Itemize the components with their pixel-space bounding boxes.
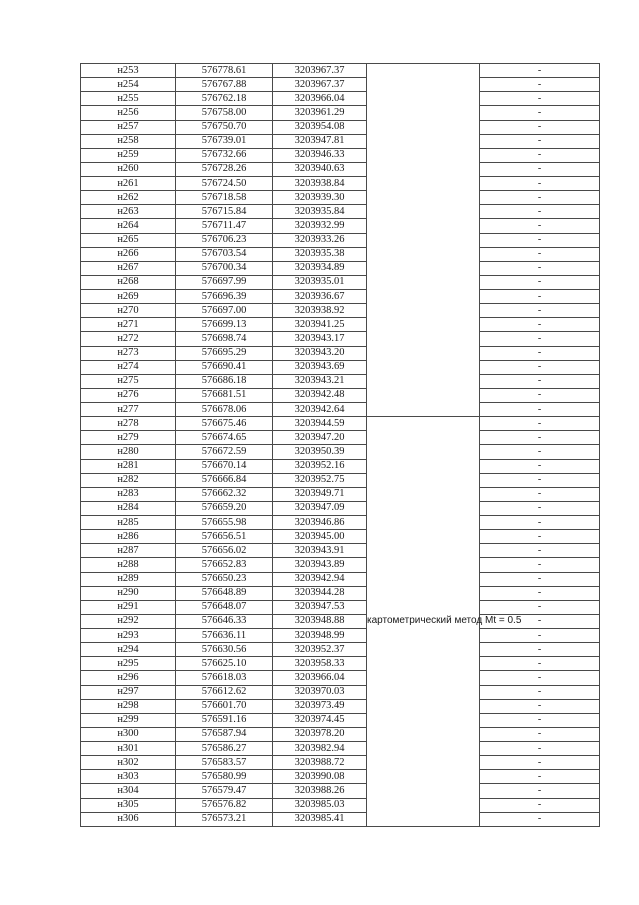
coordinates-table (80, 63, 600, 827)
table-row (81, 177, 600, 191)
y-coordinate-cell: 3203988.26 (273, 784, 367, 798)
point-name-cell: н285 (81, 516, 176, 530)
x-coordinate-cell: 576576.82 (176, 798, 273, 812)
accuracy-dash-cell: - (480, 558, 600, 572)
point-name-cell: н284 (81, 501, 176, 515)
accuracy-dash-cell: - (480, 191, 600, 205)
point-name-cell: н269 (81, 290, 176, 304)
x-coordinate-cell: 576698.74 (176, 332, 273, 346)
accuracy-dash-cell: - (480, 544, 600, 558)
y-coordinate-cell: 3203967.37 (273, 78, 367, 92)
accuracy-dash-cell: - (480, 459, 600, 473)
y-coordinate-cell: 3203985.03 (273, 798, 367, 812)
accuracy-dash-cell: - (480, 713, 600, 727)
accuracy-dash-cell: - (480, 798, 600, 812)
accuracy-dash-cell: - (480, 572, 600, 586)
accuracy-dash-cell: - (480, 586, 600, 600)
x-coordinate-cell: 576618.03 (176, 671, 273, 685)
table-row (81, 247, 600, 261)
y-coordinate-cell: 3203978.20 (273, 727, 367, 741)
point-name-cell: н288 (81, 558, 176, 572)
x-coordinate-cell: 576648.07 (176, 600, 273, 614)
x-coordinate-cell: 576662.32 (176, 487, 273, 501)
y-coordinate-cell: 3203985.41 (273, 812, 367, 826)
point-name-cell: н282 (81, 473, 176, 487)
point-name-cell: н275 (81, 374, 176, 388)
y-coordinate-cell: 3203943.21 (273, 374, 367, 388)
point-name-cell: н264 (81, 219, 176, 233)
point-name-cell: н294 (81, 643, 176, 657)
method-cell-empty (367, 64, 480, 417)
y-coordinate-cell: 3203973.49 (273, 699, 367, 713)
table-row (81, 600, 600, 614)
accuracy-dash-cell: - (480, 261, 600, 275)
accuracy-dash-cell: - (480, 614, 600, 628)
y-coordinate-cell: 3203948.99 (273, 629, 367, 643)
table-row (81, 685, 600, 699)
accuracy-dash-cell: - (480, 346, 600, 360)
accuracy-dash-cell: - (480, 671, 600, 685)
point-name-cell: н260 (81, 162, 176, 176)
y-coordinate-cell: 3203941.25 (273, 318, 367, 332)
y-coordinate-cell: 3203945.00 (273, 530, 367, 544)
accuracy-dash-cell: - (480, 756, 600, 770)
point-name-cell: н303 (81, 770, 176, 784)
accuracy-dash-cell: - (480, 629, 600, 643)
table-row (81, 784, 600, 798)
x-coordinate-cell: 576579.47 (176, 784, 273, 798)
point-name-cell: н295 (81, 657, 176, 671)
table-row (81, 403, 600, 417)
x-coordinate-cell: 576636.11 (176, 629, 273, 643)
y-coordinate-cell: 3203935.01 (273, 275, 367, 289)
x-coordinate-cell: 576573.21 (176, 812, 273, 826)
point-name-cell: н300 (81, 727, 176, 741)
point-name-cell: н281 (81, 459, 176, 473)
y-coordinate-cell: 3203946.86 (273, 516, 367, 530)
accuracy-dash-cell: - (480, 177, 600, 191)
y-coordinate-cell: 3203988.72 (273, 756, 367, 770)
accuracy-dash-cell: - (480, 332, 600, 346)
table-row (81, 205, 600, 219)
table-row (81, 770, 600, 784)
accuracy-dash-cell: - (480, 360, 600, 374)
y-coordinate-cell: 3203946.33 (273, 148, 367, 162)
x-coordinate-cell: 576648.89 (176, 586, 273, 600)
x-coordinate-cell: 576675.46 (176, 417, 273, 431)
table-row (81, 120, 600, 134)
x-coordinate-cell: 576767.88 (176, 78, 273, 92)
point-name-cell: н271 (81, 318, 176, 332)
accuracy-dash-cell: - (480, 134, 600, 148)
point-name-cell: н298 (81, 699, 176, 713)
accuracy-dash-cell: - (480, 417, 600, 431)
x-coordinate-cell: 576601.70 (176, 699, 273, 713)
accuracy-dash-cell: - (480, 727, 600, 741)
accuracy-dash-cell: - (480, 742, 600, 756)
table-row (81, 572, 600, 586)
accuracy-dash-cell: - (480, 148, 600, 162)
y-coordinate-cell: 3203935.84 (273, 205, 367, 219)
point-name-cell: н296 (81, 671, 176, 685)
point-name-cell: н256 (81, 106, 176, 120)
x-coordinate-cell: 576656.51 (176, 530, 273, 544)
table-row (81, 388, 600, 402)
x-coordinate-cell: 576739.01 (176, 134, 273, 148)
table-row (81, 643, 600, 657)
accuracy-dash-cell: - (480, 92, 600, 106)
y-coordinate-cell: 3203936.67 (273, 290, 367, 304)
table-row (81, 374, 600, 388)
table-row (81, 586, 600, 600)
x-coordinate-cell: 576728.26 (176, 162, 273, 176)
x-coordinate-cell: 576686.18 (176, 374, 273, 388)
accuracy-dash-cell: - (480, 657, 600, 671)
point-name-cell: н305 (81, 798, 176, 812)
y-coordinate-cell: 3203943.91 (273, 544, 367, 558)
x-coordinate-cell: 576715.84 (176, 205, 273, 219)
y-coordinate-cell: 3203947.20 (273, 431, 367, 445)
accuracy-dash-cell: - (480, 275, 600, 289)
table-row (81, 459, 600, 473)
table-row (81, 261, 600, 275)
accuracy-dash-cell: - (480, 318, 600, 332)
point-name-cell: н277 (81, 403, 176, 417)
x-coordinate-cell: 576699.13 (176, 318, 273, 332)
point-name-cell: н261 (81, 177, 176, 191)
table-row (81, 798, 600, 812)
point-name-cell: н297 (81, 685, 176, 699)
point-name-cell: н291 (81, 600, 176, 614)
point-name-cell: н306 (81, 812, 176, 826)
accuracy-dash-cell: - (480, 219, 600, 233)
y-coordinate-cell: 3203934.89 (273, 261, 367, 275)
table-row (81, 445, 600, 459)
table-row (81, 162, 600, 176)
point-name-cell: н302 (81, 756, 176, 770)
table-row (81, 360, 600, 374)
table-row (81, 742, 600, 756)
y-coordinate-cell: 3203952.37 (273, 643, 367, 657)
table-row (81, 417, 600, 431)
point-name-cell: н262 (81, 191, 176, 205)
point-name-cell: н258 (81, 134, 176, 148)
x-coordinate-cell: 576695.29 (176, 346, 273, 360)
table-row (81, 134, 600, 148)
coordinates-table-body (81, 64, 600, 827)
y-coordinate-cell: 3203954.08 (273, 120, 367, 134)
table-row (81, 233, 600, 247)
point-name-cell: н279 (81, 431, 176, 445)
accuracy-dash-cell: - (480, 784, 600, 798)
table-row (81, 713, 600, 727)
table-row (81, 64, 600, 78)
x-coordinate-cell: 576697.99 (176, 275, 273, 289)
point-name-cell: н267 (81, 261, 176, 275)
y-coordinate-cell: 3203938.92 (273, 304, 367, 318)
y-coordinate-cell: 3203942.64 (273, 403, 367, 417)
y-coordinate-cell: 3203949.71 (273, 487, 367, 501)
y-coordinate-cell: 3203948.88 (273, 614, 367, 628)
x-coordinate-cell: 576580.99 (176, 770, 273, 784)
y-coordinate-cell: 3203947.53 (273, 600, 367, 614)
y-coordinate-cell: 3203947.81 (273, 134, 367, 148)
y-coordinate-cell: 3203942.94 (273, 572, 367, 586)
accuracy-dash-cell: - (480, 530, 600, 544)
table-row (81, 106, 600, 120)
accuracy-dash-cell: - (480, 120, 600, 134)
x-coordinate-cell: 576587.94 (176, 727, 273, 741)
y-coordinate-cell: 3203966.04 (273, 671, 367, 685)
point-name-cell: н286 (81, 530, 176, 544)
accuracy-dash-cell: - (480, 473, 600, 487)
table-row (81, 191, 600, 205)
point-name-cell: н283 (81, 487, 176, 501)
y-coordinate-cell: 3203952.75 (273, 473, 367, 487)
y-coordinate-cell: 3203933.26 (273, 233, 367, 247)
y-coordinate-cell: 3203944.28 (273, 586, 367, 600)
y-coordinate-cell: 3203938.84 (273, 177, 367, 191)
y-coordinate-cell: 3203958.33 (273, 657, 367, 671)
y-coordinate-cell: 3203974.45 (273, 713, 367, 727)
table-row (81, 530, 600, 544)
y-coordinate-cell: 3203935.38 (273, 247, 367, 261)
x-coordinate-cell: 576672.59 (176, 445, 273, 459)
table-row (81, 501, 600, 515)
x-coordinate-cell: 576696.39 (176, 290, 273, 304)
accuracy-dash-cell: - (480, 290, 600, 304)
y-coordinate-cell: 3203950.39 (273, 445, 367, 459)
method-cell (367, 417, 522, 827)
accuracy-dash-cell: - (480, 770, 600, 784)
x-coordinate-cell: 576586.27 (176, 742, 273, 756)
x-coordinate-cell: 576625.10 (176, 657, 273, 671)
x-coordinate-cell: 576612.62 (176, 685, 273, 699)
table-row (81, 671, 600, 685)
table-row (81, 727, 600, 741)
x-coordinate-cell: 576718.58 (176, 191, 273, 205)
table-row (81, 699, 600, 713)
accuracy-dash-cell: - (480, 78, 600, 92)
accuracy-dash-cell: - (480, 403, 600, 417)
y-coordinate-cell: 3203943.17 (273, 332, 367, 346)
y-coordinate-cell: 3203940.63 (273, 162, 367, 176)
table-row (81, 219, 600, 233)
point-name-cell: н263 (81, 205, 176, 219)
point-name-cell: н289 (81, 572, 176, 586)
accuracy-dash-cell: - (480, 304, 600, 318)
point-name-cell: н290 (81, 586, 176, 600)
x-coordinate-cell: 576646.33 (176, 614, 273, 628)
table-row (81, 812, 600, 826)
y-coordinate-cell: 3203961.29 (273, 106, 367, 120)
y-coordinate-cell: 3203942.48 (273, 388, 367, 402)
accuracy-dash-cell: - (480, 501, 600, 515)
y-coordinate-cell: 3203970.03 (273, 685, 367, 699)
y-coordinate-cell: 3203943.69 (273, 360, 367, 374)
point-name-cell: н253 (81, 64, 176, 78)
y-coordinate-cell: 3203967.37 (273, 64, 367, 78)
y-coordinate-cell: 3203943.20 (273, 346, 367, 360)
y-coordinate-cell: 3203932.99 (273, 219, 367, 233)
accuracy-dash-cell: - (480, 205, 600, 219)
x-coordinate-cell: 576666.84 (176, 473, 273, 487)
accuracy-dash-cell: - (480, 162, 600, 176)
point-name-cell: н304 (81, 784, 176, 798)
point-name-cell: н273 (81, 346, 176, 360)
table-row (81, 332, 600, 346)
x-coordinate-cell: 576655.98 (176, 516, 273, 530)
table-row (81, 318, 600, 332)
point-name-cell: н272 (81, 332, 176, 346)
point-name-cell: н270 (81, 304, 176, 318)
accuracy-dash-cell: - (480, 685, 600, 699)
y-coordinate-cell: 3203952.16 (273, 459, 367, 473)
y-coordinate-cell: 3203944.59 (273, 417, 367, 431)
x-coordinate-cell: 576778.61 (176, 64, 273, 78)
point-name-cell: н274 (81, 360, 176, 374)
x-coordinate-cell: 576656.02 (176, 544, 273, 558)
x-coordinate-cell: 576583.57 (176, 756, 273, 770)
accuracy-dash-cell: - (480, 516, 600, 530)
y-coordinate-cell: 3203982.94 (273, 742, 367, 756)
x-coordinate-cell: 576762.18 (176, 92, 273, 106)
accuracy-dash-cell: - (480, 445, 600, 459)
table-row (81, 290, 600, 304)
point-name-cell: н255 (81, 92, 176, 106)
x-coordinate-cell: 576711.47 (176, 219, 273, 233)
table-row (81, 558, 600, 572)
x-coordinate-cell: 576630.56 (176, 643, 273, 657)
table-row (81, 346, 600, 360)
table-row (81, 473, 600, 487)
x-coordinate-cell: 576681.51 (176, 388, 273, 402)
y-coordinate-cell: 3203943.89 (273, 558, 367, 572)
x-coordinate-cell: 576652.83 (176, 558, 273, 572)
x-coordinate-cell: 576591.16 (176, 713, 273, 727)
accuracy-dash-cell: - (480, 487, 600, 501)
accuracy-dash-cell: - (480, 643, 600, 657)
table-row (81, 614, 600, 628)
accuracy-dash-cell: - (480, 233, 600, 247)
y-coordinate-cell: 3203966.04 (273, 92, 367, 106)
accuracy-dash-cell: - (480, 64, 600, 78)
x-coordinate-cell: 576659.20 (176, 501, 273, 515)
table-row (81, 275, 600, 289)
table-row (81, 756, 600, 770)
x-coordinate-cell: 576650.23 (176, 572, 273, 586)
point-name-cell: н299 (81, 713, 176, 727)
table-row (81, 92, 600, 106)
table-row (81, 657, 600, 671)
y-coordinate-cell: 3203947.09 (273, 501, 367, 515)
x-coordinate-cell: 576670.14 (176, 459, 273, 473)
accuracy-dash-cell: - (480, 699, 600, 713)
table-row (81, 78, 600, 92)
point-name-cell: н268 (81, 275, 176, 289)
accuracy-dash-cell: - (480, 374, 600, 388)
table-row (81, 148, 600, 162)
accuracy-dash-cell: - (480, 431, 600, 445)
y-coordinate-cell: 3203939.30 (273, 191, 367, 205)
point-name-cell: н257 (81, 120, 176, 134)
y-coordinate-cell: 3203990.08 (273, 770, 367, 784)
point-name-cell: н259 (81, 148, 176, 162)
x-coordinate-cell: 576690.41 (176, 360, 273, 374)
x-coordinate-cell: 576732.66 (176, 148, 273, 162)
table-row (81, 629, 600, 643)
x-coordinate-cell: 576678.06 (176, 403, 273, 417)
accuracy-dash-cell: - (480, 812, 600, 826)
point-name-cell: н265 (81, 233, 176, 247)
point-name-cell: н293 (81, 629, 176, 643)
point-name-cell: н276 (81, 388, 176, 402)
x-coordinate-cell: 576697.00 (176, 304, 273, 318)
x-coordinate-cell: 576750.70 (176, 120, 273, 134)
x-coordinate-cell: 576674.65 (176, 431, 273, 445)
x-coordinate-cell: 576700.34 (176, 261, 273, 275)
point-name-cell: н266 (81, 247, 176, 261)
x-coordinate-cell: 576724.50 (176, 177, 273, 191)
point-name-cell: н278 (81, 417, 176, 431)
x-coordinate-cell: 576706.23 (176, 233, 273, 247)
table-row (81, 431, 600, 445)
accuracy-dash-cell: - (480, 106, 600, 120)
x-coordinate-cell: 576758.00 (176, 106, 273, 120)
method-text: картометрический метод Mt = 0.5 (367, 615, 522, 627)
accuracy-dash-cell: - (480, 247, 600, 261)
point-name-cell: н301 (81, 742, 176, 756)
point-name-cell: н280 (81, 445, 176, 459)
table-row (81, 516, 600, 530)
accuracy-dash-cell: - (480, 600, 600, 614)
point-name-cell: н254 (81, 78, 176, 92)
point-name-cell: н292 (81, 614, 176, 628)
table-row (81, 487, 600, 501)
table-row (81, 544, 600, 558)
accuracy-dash-cell: - (480, 388, 600, 402)
point-name-cell: н287 (81, 544, 176, 558)
x-coordinate-cell: 576703.54 (176, 247, 273, 261)
table-row (81, 304, 600, 318)
